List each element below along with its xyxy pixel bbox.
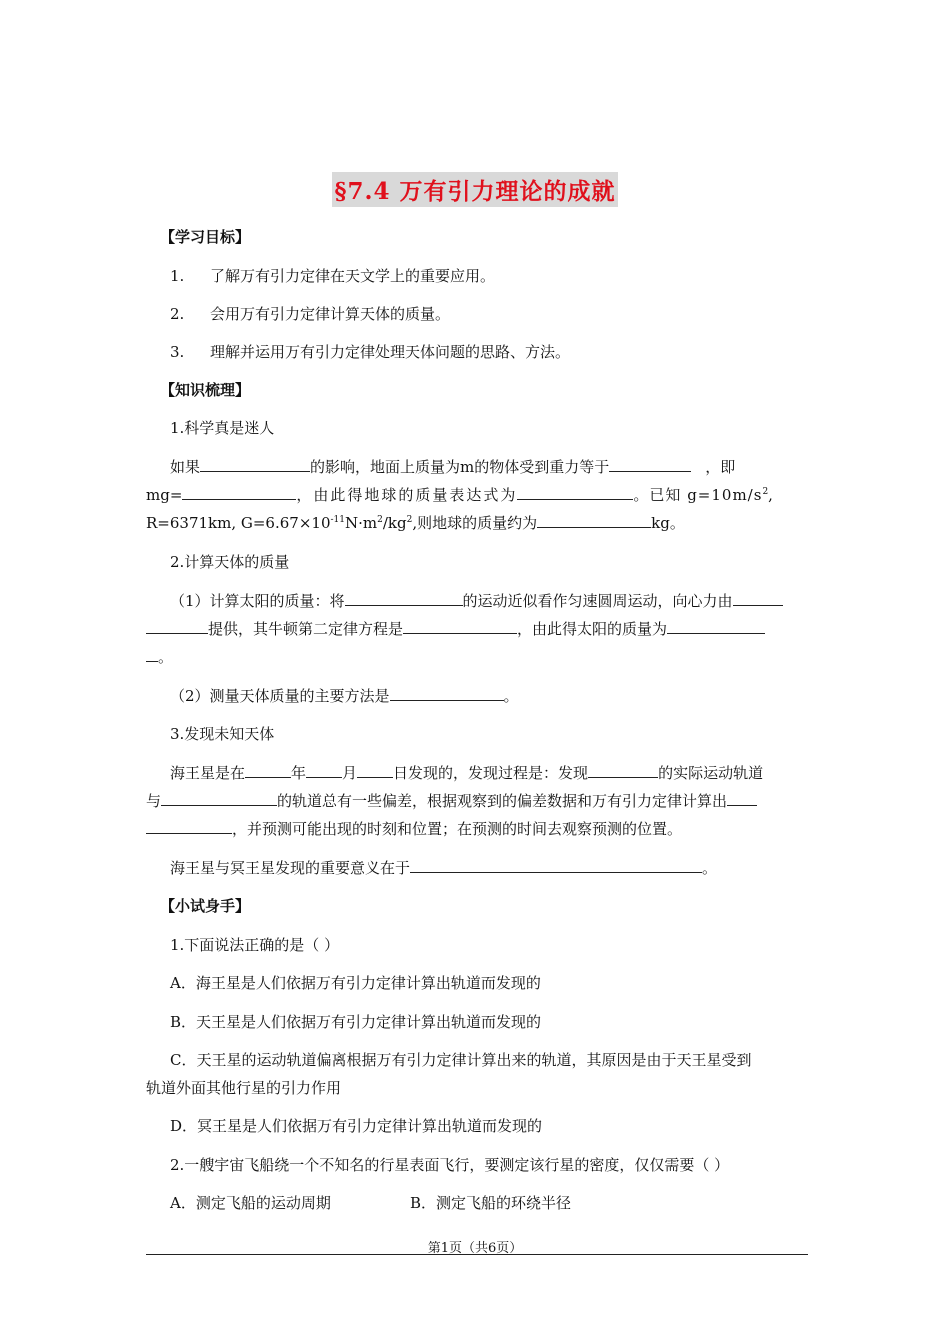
answer-blank[interactable] (245, 763, 291, 778)
answer-blank[interactable] (588, 763, 658, 778)
practice-heading: 【小试身手】 (160, 897, 251, 915)
section-2-paragraph: （2）测量天体质量的主要方法是 。 (170, 687, 519, 705)
answer-blank[interactable] (146, 619, 208, 634)
section-2-paragraph: 。 (146, 647, 810, 667)
question-2-options (170, 1193, 810, 1213)
goal-item: 2. 会用万有引力定律计算天体的质量。 (170, 305, 451, 323)
answer-blank[interactable] (733, 591, 783, 606)
answer-blank[interactable] (357, 763, 393, 778)
answer-blank[interactable] (146, 819, 232, 834)
answer-blank[interactable] (667, 619, 765, 634)
answer-blank[interactable] (182, 485, 296, 500)
section-2-paragraph: （1）计算太阳的质量：将 的运动近似看作匀速圆周运动，向心力由 (170, 591, 810, 611)
answer-blank[interactable] (146, 647, 158, 662)
option-a: A．海王星是人们依据万有引力定律计算出轨道而发现的 (170, 974, 541, 992)
section-3-title: 3.发现未知天体 (170, 725, 275, 743)
section-3-paragraph: 海王星是在 年 月 日发现的，发现过程是：发现 的实际运动轨道 (170, 764, 764, 782)
page-footer: 第1页（共6页） (427, 1241, 523, 1256)
answer-blank[interactable] (403, 619, 517, 634)
answer-blank[interactable] (306, 763, 342, 778)
option-c: C．天王星的运动轨道偏离根据万有引力定律计算出来的轨道，其原因是由于天王星受到 (170, 1051, 752, 1069)
option-b: B．天王星是人们依据万有引力定律计算出轨道而发现的 (170, 1013, 542, 1031)
section-1-title: 1.科学真是迷人 (170, 419, 275, 437)
answer-blank[interactable] (161, 791, 277, 806)
answer-blank[interactable] (517, 485, 633, 500)
option-a: A．测定飞船的运动周期 (170, 1194, 331, 1212)
question-2: 2.一艘宇宙飞船绕一个不知名的行星表面飞行，要测定该行星的密度，仅仅需要（ ） (170, 1156, 730, 1174)
section-3-paragraph: ，并预测可能出现的时刻和位置；在预测的时间去观察预测的位置。 (146, 819, 810, 839)
option-c-continued: 轨道外面其他行星的引力作用 (146, 1079, 342, 1097)
knowledge-heading: 【知识梳理】 (160, 381, 251, 399)
answer-blank[interactable] (345, 591, 463, 606)
section-3-paragraph: 海王星与冥王星发现的重要意义在于 。 (170, 859, 718, 877)
footer-divider (146, 1254, 808, 1255)
page-title: §7.4 万有引力理论的成就 (0, 172, 950, 207)
option-d: D．冥王星是人们依据万有引力定律计算出轨道而发现的 (170, 1117, 543, 1135)
answer-blank[interactable] (609, 457, 691, 472)
question-1: 1.下面说法正确的是（ ） (170, 936, 340, 954)
goal-item: 3. 理解并运用万有引力定律处理天体问题的思路、方法。 (170, 343, 571, 361)
answer-blank[interactable] (410, 858, 702, 873)
section-3-paragraph: 与 的轨道总有一些偏差，根据观察到的偏差数据和万有引力定律计算出 (146, 791, 810, 811)
goals-heading: 【学习目标】 (160, 228, 251, 246)
goal-item: 1. 了解万有引力定律在天文学上的重要应用。 (170, 267, 496, 285)
answer-blank[interactable] (727, 791, 757, 806)
section-1-paragraph: 如果 的影响，地面上质量为m的物体受到重力等于 ，即 (170, 458, 736, 476)
answer-blank[interactable] (537, 513, 651, 528)
section-1-paragraph: R=6371km, $G=6.67\times 10^{-11}N\cdot m^2/kg^2$,则地球的质量约为 kg。 (146, 514, 685, 532)
answer-blank[interactable] (390, 686, 504, 701)
section-2-paragraph: 提供，其牛顿第二定律方程是 ，由此得太阳的质量为 (146, 619, 810, 639)
section-1-paragraph: mg= ，由此得地球的质量表达式为 。已知 $g=10m/s^2$, (146, 486, 773, 504)
option-b: B．测定飞船的环绕半径 (410, 1194, 572, 1212)
section-2-title: 2.计算天体的质量 (170, 553, 290, 571)
answer-blank[interactable] (200, 457, 310, 472)
